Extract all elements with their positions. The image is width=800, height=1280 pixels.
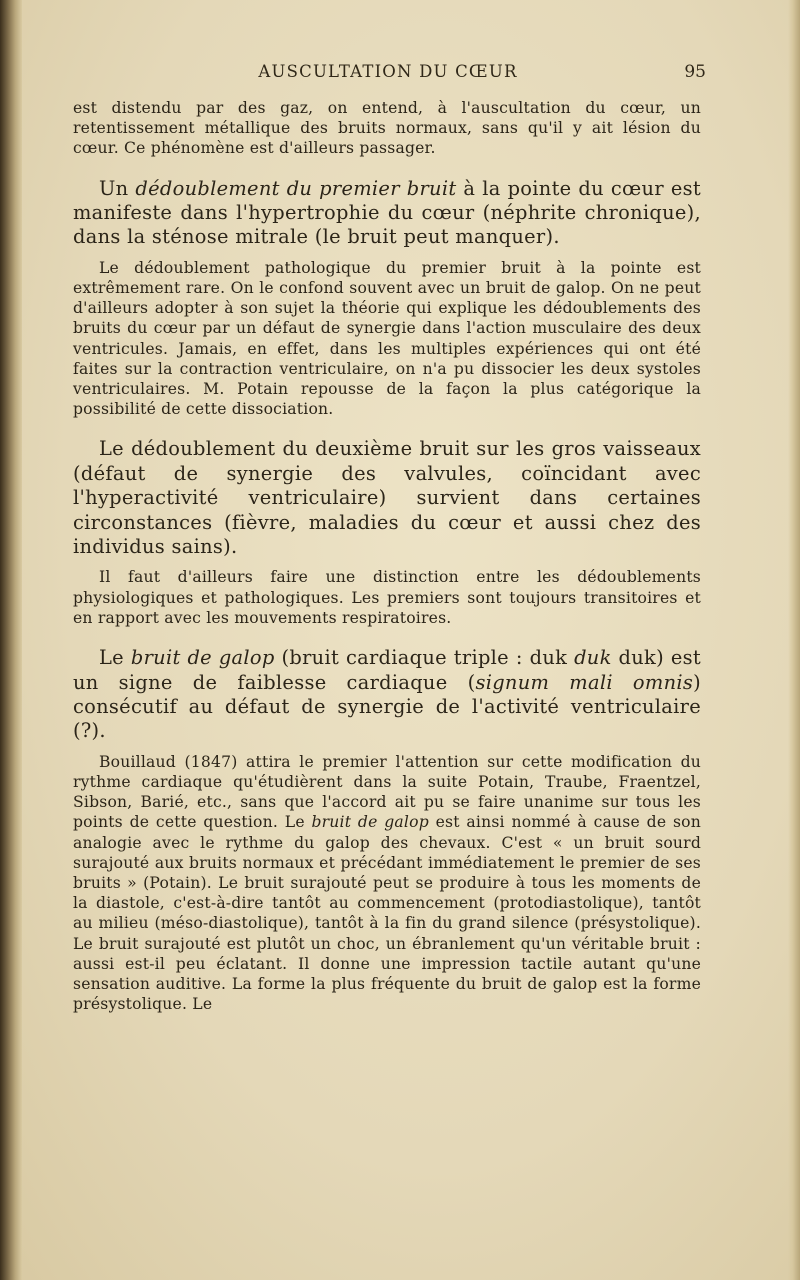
paragraph-bruit-de-galop: [73, 646, 701, 744]
italic-term: duk: [574, 646, 612, 670]
page-body: [73, 98, 701, 1014]
text-segment: ) consécutif au défaut de synergie de l'activité ventriculaire (?).: [73, 670, 701, 743]
page-header: [70, 62, 706, 86]
paragraph-dedoublement-deuxieme-bruit: Le dédoublement du deuxième bruit sur les gros vaisseaux (défaut de synergie des valvules, coïncidant avec l'hyperactivité ventriculaire) survient dans certaines circonstances (fièvre, maladies du cœur et aussi chez des individus sains).: [73, 437, 701, 559]
running-head: AUSCULTATION DU CŒUR: [258, 62, 518, 81]
text-segment: Le: [99, 646, 131, 670]
italic-term: dédoublement du premier bruit: [135, 176, 457, 200]
paragraph-dedoublement-premier-bruit: [73, 177, 701, 250]
text-segment: duk) est un signe de faiblesse cardiaque (: [73, 646, 701, 694]
page-right-edge: [788, 0, 800, 1280]
paragraph-distinction: Il faut d'ailleurs faire une distinction entre les dédoublements physiologiques et pathologiques. Les premiers sont toujours transitoires et en rapport avec les mouvements respiratoires.: [73, 568, 701, 627]
book-binding-edge: [0, 0, 22, 1280]
paragraph-bouillaud: [73, 752, 701, 1015]
paragraph-dedoublement-pathologique: Le dédoublement pathologique du premier bruit à la pointe est extrêmement rare. On le confond souvent avec un bruit de galop. On ne peut d'ailleurs adopter à son sujet la théorie qui explique les dédoublements des bruits du cœur par un défaut de synergie dans l'action musculaire des deux ventricules. Jamais, en effet, dans les multiples expériences qui ont été faites sur la contraction ventriculaire, on n'a pu dissocier les deux systoles ventriculaires. M. Potain repousse de la façon la plus catégorique la possibilité de cette dissociation.: [73, 258, 701, 419]
text-segment: Un: [99, 176, 136, 200]
text-segment: à la pointe du cœur est manifeste dans l'hypertrophie du cœur (néphrite chronique), dans la sténose mitrale (le bruit peut manquer).: [73, 176, 701, 249]
text-segment: est ainsi nommé à cause de son analogie avec le rythme du galop des chevaux. C'est « un bruit sourd surajouté aux bruits normaux et précédant immédiatement le premier de ses bruits » (Potain). Le bruit surajouté peut se produire à tous les moments de la diastole, c'est-à-dire tantôt au commencement (protodiastolique), tantôt au milieu (méso-diastolique), tantôt à la fin du grand silence (présystolique). Le bruit surajouté est plutôt un choc, un ébranlement qu'un véritable bruit : aussi est-il peu éclatant. Il donne une impression tactile autant qu'une sensation auditive. La forme la plus fréquente du bruit de galop est la forme présystolique. Le: [73, 813, 701, 1014]
page-number: 95: [684, 62, 706, 82]
paragraph-distension: est distendu par des gaz, on entend, à l'auscultation du cœur, un retentissement métallique des bruits normaux, sans qu'il y ait lésion du cœur. Ce phénomène est d'ailleurs passager.: [73, 99, 701, 158]
text-segment: Bouillaud (1847) attira le premier l'attention sur cette modification du rythme cardiaque qu'étudièrent dans la suite Potain, Traube, Fraentzel, Sibson, Barié, etc., sans que l'accord ait pu se faire unanime sur tous les points de cette question. Le: [73, 752, 701, 832]
italic-term: signum mali omnis: [475, 670, 694, 694]
text-segment: (bruit cardiaque triple : duk: [274, 646, 575, 670]
italic-term: bruit de galop: [311, 813, 429, 832]
italic-term: bruit de galop: [130, 646, 275, 670]
